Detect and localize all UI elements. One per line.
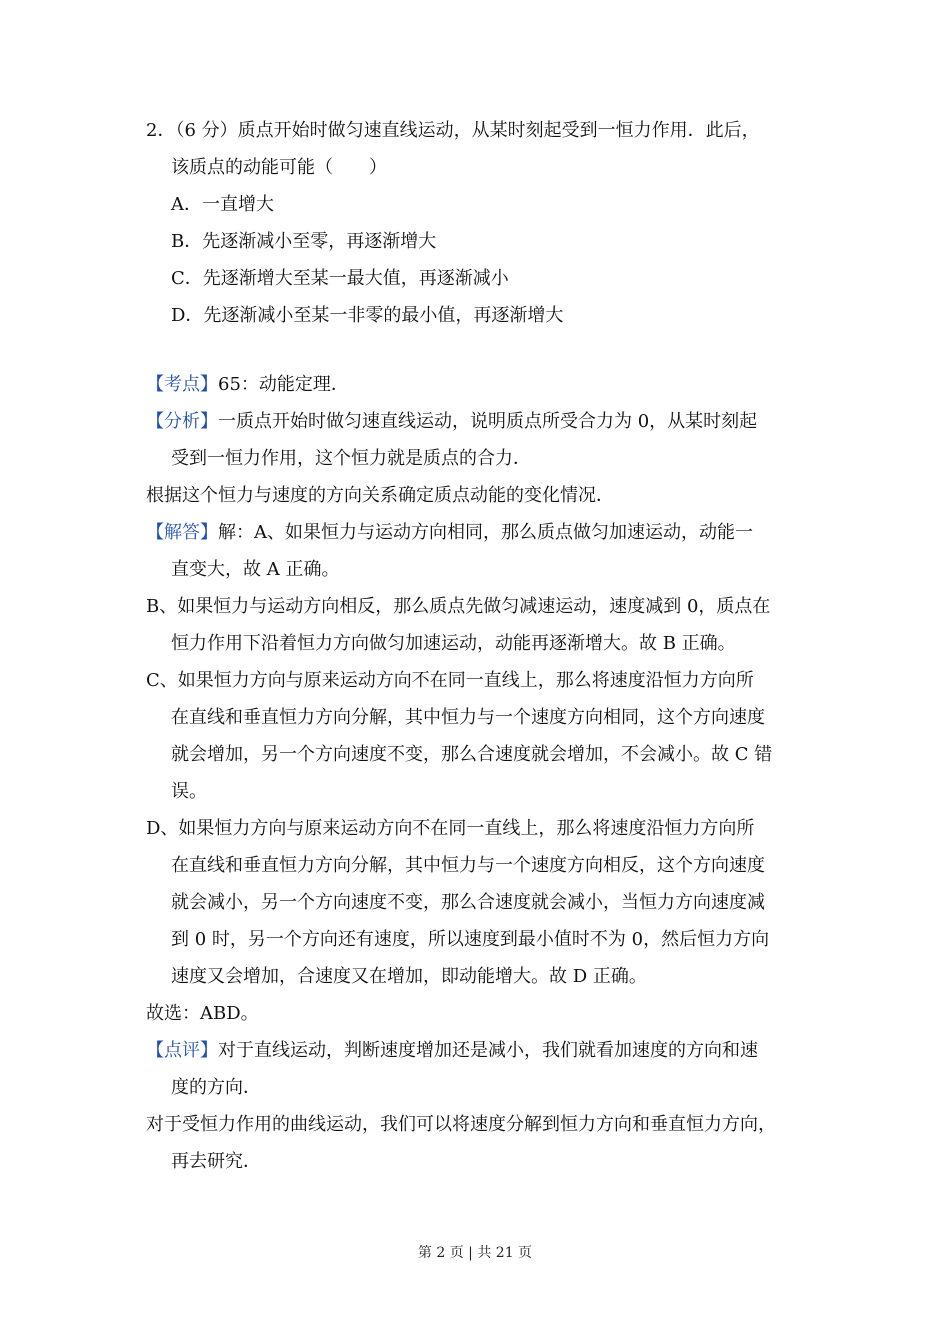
kaodian-tag: 【考点】 — [146, 374, 218, 395]
dianping-section — [146, 1032, 814, 1180]
page-content — [146, 112, 814, 1180]
jieda-d-line-4: 到 0 时，另一个方向还有速度，所以速度到最小值时不为 0，然后恒力方向 — [171, 929, 770, 950]
jieda-d-line-2: 在直线和垂直恒力方向分解，其中恒力与一个速度方向相反，这个方向速度 — [171, 855, 765, 876]
jieda-d-line-1: D、如果恒力方向与原来运动方向不在同一直线上，那么将速度沿恒力方向所 — [146, 818, 755, 839]
fenxi-tag: 【分析】 — [146, 411, 218, 432]
jieda-tag: 【解答】 — [146, 522, 218, 543]
option-b: B．先逐渐减小至零，再逐渐增大 — [171, 231, 437, 252]
fenxi-section — [146, 403, 814, 514]
question-block — [146, 112, 814, 334]
jieda-b-line-2: 恒力作用下沿着恒力方向做匀加速运动，动能再逐渐增大。故 B 正确。 — [171, 633, 736, 654]
kaodian-section — [146, 366, 814, 403]
option-c: C．先逐渐增大至某一最大值，再逐渐减小 — [171, 268, 509, 289]
kaodian-text: 65：动能定理． — [218, 374, 349, 395]
page-footer: 第 2 页 | 共 21 页 — [417, 1245, 533, 1261]
dianping-line-2: 度的方向． — [171, 1077, 261, 1098]
question-stem-line-2: 该质点的动能可能（ ） — [171, 157, 387, 178]
jieda-section — [146, 514, 814, 1032]
dianping-line-3: 对于受恒力作用的曲线运动，我们可以将速度分解到恒力方向和垂直恒力方向， — [146, 1114, 776, 1135]
section-spacer — [146, 334, 814, 366]
fenxi-line-1: 一质点开始时做匀速直线运动，说明质点所受合力为 0，从某时刻起 — [218, 411, 758, 432]
jieda-d-line-5: 速度又会增加，合速度又在增加，即动能增大。故 D 正确。 — [171, 966, 647, 987]
question-stem-line-1: 2．（6 分）质点开始时做匀速直线运动，从某时刻起受到一恒力作用．此后， — [146, 120, 760, 141]
answer-line: 故选：ABD。 — [146, 1003, 259, 1024]
jieda-d-line-3: 就会减小，另一个方向速度不变，那么合速度就会减小，当恒力方向速度减 — [171, 892, 765, 913]
dianping-tag: 【点评】 — [146, 1040, 218, 1061]
dianping-line-1: 对于直线运动，判断速度增加还是减小，我们就看加速度的方向和速 — [218, 1040, 758, 1061]
dianping-line-4: 再去研究． — [171, 1151, 261, 1172]
fenxi-line-2: 受到一恒力作用，这个恒力就是质点的合力． — [171, 448, 531, 469]
jieda-b-line-1: B、如果恒力与运动方向相反，那么质点先做匀减速运动，速度减到 0，质点在 — [146, 596, 771, 617]
option-a: A．一直增大 — [171, 194, 274, 215]
fenxi-line-3: 根据这个恒力与速度的方向关系确定质点动能的变化情况． — [146, 485, 614, 506]
jieda-a-line-2: 直变大，故 A 正确。 — [171, 559, 340, 580]
jieda-c-line-1: C、如果恒力方向与原来运动方向不在同一直线上，那么将速度沿恒力方向所 — [146, 670, 754, 691]
jieda-c-line-4: 误。 — [171, 781, 207, 802]
jieda-c-line-3: 就会增加，另一个方向速度不变，那么合速度就会增加，不会减小。故 C 错 — [171, 744, 773, 765]
option-d: D．先逐渐减小至某一非零的最小值，再逐渐增大 — [171, 305, 564, 326]
jieda-c-line-2: 在直线和垂直恒力方向分解，其中恒力与一个速度方向相同，这个方向速度 — [171, 707, 765, 728]
jieda-a-line-1: 解：A、如果恒力与运动方向相同，那么质点做匀加速运动，动能一 — [218, 522, 753, 543]
